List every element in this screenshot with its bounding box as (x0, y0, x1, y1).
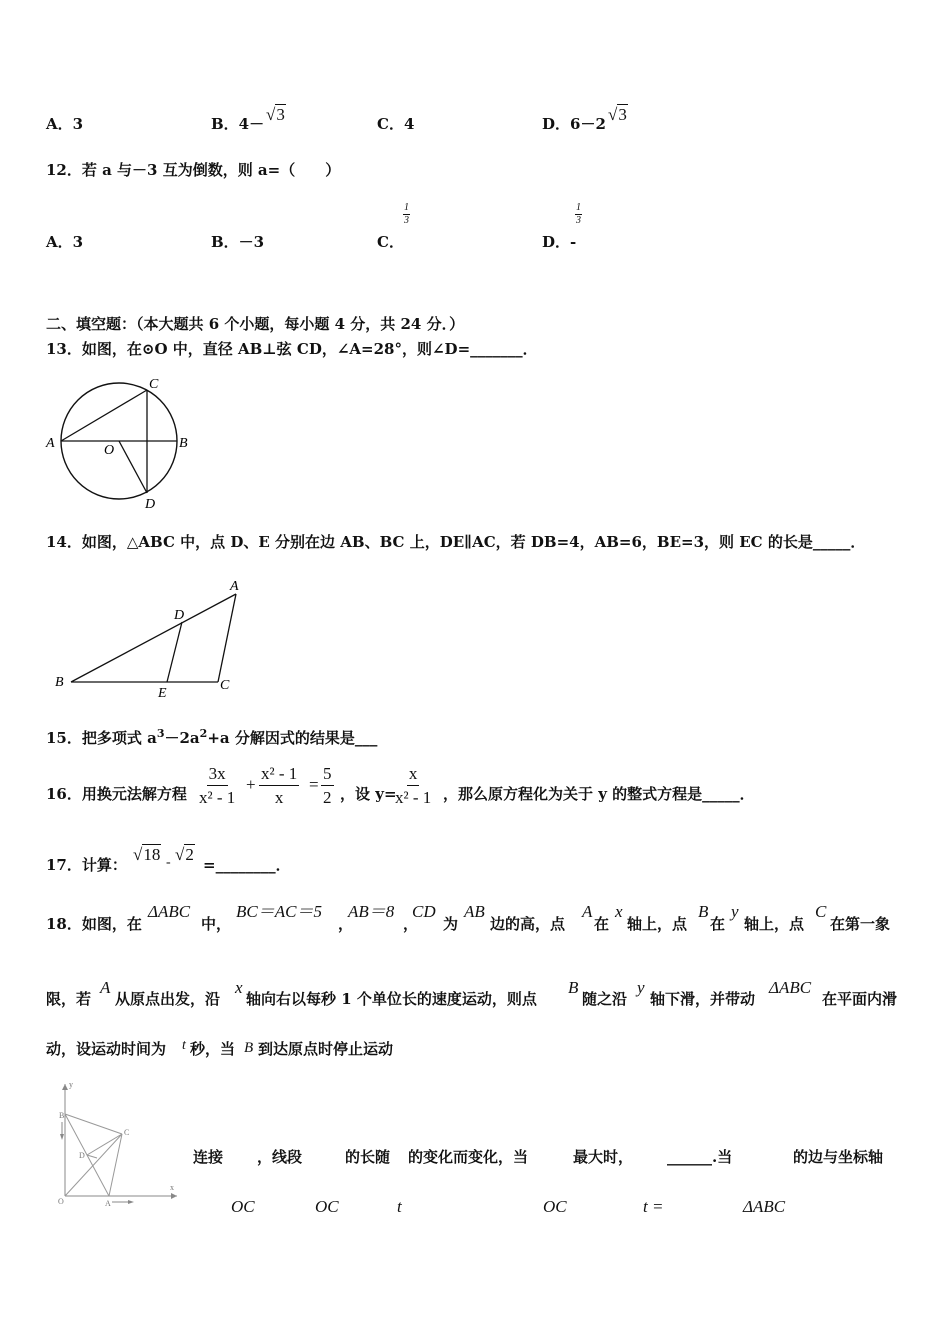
q18-math-ab: AB＝8 (348, 902, 395, 921)
q11-option-b-radical: √3 (266, 105, 285, 124)
q16-fraction-4: $\frac{x}{\text{x² - 1}}$ (395, 764, 432, 807)
q18-line3-math-t: t (182, 1038, 186, 1053)
q18-line2-math-a: A (100, 978, 111, 997)
q18-line5-oc-3: OC (543, 1197, 567, 1216)
q18-math-bc-ac: BC＝AC＝5 (236, 902, 322, 921)
q18-line3-b: 秒，当 (190, 1040, 236, 1058)
q18-math-ab-2: AB (464, 902, 485, 921)
q13-label-c: C (149, 377, 159, 392)
q18-number: 18．如图，在 (46, 915, 142, 933)
q18-zai-2: 在 (710, 915, 726, 933)
q18-coordinate-figure (52, 1078, 187, 1213)
q12-option-d-fraction: $\frac{1}{3}$ (576, 202, 581, 226)
q18-math-cd: CD (412, 902, 436, 921)
q14-label-e: E (158, 686, 167, 701)
q13-label-o: O (104, 443, 115, 458)
q14-stem: 14．如图，△ABC 中，点 D、E 分别在边 AB、BC 上，DE∥AC，若 DB=4，AB=6，BE=3，则 EC 的长是_____． (46, 533, 866, 551)
q18-comma-1: ， (338, 915, 354, 933)
q18-quadrant: 在第一象 (830, 915, 891, 933)
q11-option-d: D．6－2 (542, 115, 606, 133)
q13-label-b: B (179, 436, 188, 451)
q18-line2-math-y: y (637, 978, 645, 997)
q18-fig-label-a: A (105, 1199, 111, 1208)
q18-fig-label-c: C (124, 1128, 130, 1137)
q18-wei: 为 (443, 915, 459, 933)
q18-math-x: x (615, 902, 623, 921)
q18-comma-2: ， (403, 915, 419, 933)
q13-stem: 13．如图，在⊙O 中，直径 AB⊥弦 CD，∠A=28°，则∠D=_______． (46, 340, 538, 358)
q18-line5-abc: ΔABC (743, 1197, 786, 1216)
q18-line2-c: 轴向右以每秒 1 个单位长的速度运动，则点 (246, 990, 537, 1008)
q16-substitution: ，设 y= (340, 785, 397, 803)
q18-line4-7: 的边与坐标轴 (793, 1148, 884, 1166)
q16-plus: + (246, 775, 256, 794)
q14-label-c: C (220, 678, 230, 693)
q18-line2-e: 轴下滑，并带动 (650, 990, 756, 1008)
q12-stem: 12．若 a 与－3 互为倒数，则 a=（ ） (46, 161, 341, 179)
q18-fig-label-o: O (58, 1197, 64, 1206)
q18-line2-a: 限，若 (46, 990, 92, 1008)
q18-fig-label-x: x (170, 1183, 174, 1192)
q13-label-d: D (145, 497, 156, 512)
q18-line2-b: 从原点出发，沿 (115, 990, 221, 1008)
q18-math-a: A (582, 902, 593, 921)
q13-circle-figure (44, 375, 204, 515)
q14-triangle-figure (52, 578, 262, 703)
q18-math-b: B (698, 902, 709, 921)
q18-line4-2: ，线段 (257, 1148, 303, 1166)
q18-line2-math-abc: ΔABC (769, 978, 812, 997)
q17-radical-2: √2 (175, 845, 194, 864)
q18-line5-t: t (397, 1197, 402, 1216)
q18-line4-5: 最大时， (573, 1148, 634, 1166)
q18-line4-4: 的变化而变化，当 (408, 1148, 529, 1166)
q11-option-a: A．3 (46, 115, 84, 133)
q16-tail: ，那么原方程化为关于 y 的整式方程是_____． (443, 785, 755, 803)
section2-title: 二、填空题：（本大题共 6 个小题，每小题 4 分，共 24 分．） (46, 315, 465, 333)
q18-bian: 边的高，点 (490, 915, 566, 933)
q14-label-a: A (230, 579, 239, 594)
q17-tail: =________． (203, 856, 291, 874)
q12-option-a: A．3 (46, 233, 84, 251)
q18-fig-label-y: y (69, 1080, 73, 1089)
q18-line2-math-x: x (235, 978, 243, 997)
q18-math-c: C (815, 902, 827, 921)
q12-option-b: B．－3 (211, 233, 265, 251)
q18-line5-oc-2: OC (315, 1197, 339, 1216)
q18-line2-math-b: B (568, 978, 579, 997)
q18-math-y: y (731, 902, 739, 921)
q18-line3-math-b: B (244, 1040, 254, 1056)
q11-option-c: C．4 (377, 115, 415, 133)
q18-fig-label-d: D (79, 1151, 85, 1160)
q18-line4-1: 连接 (193, 1148, 224, 1166)
q18-zhou-1: 轴上，点 (627, 915, 688, 933)
q15-text: 15．把多项式 $a^3-2a^2+a$ 分解因式的结果是___ (46, 727, 378, 747)
q11-option-d-radical: √3 (608, 105, 627, 124)
q14-label-b: B (55, 675, 64, 690)
q18-math-abc: ΔABC (148, 902, 191, 921)
q16-lead: 16．用换元法解方程 (46, 785, 187, 803)
q17-radical-18: √18 (133, 845, 161, 864)
q16-equals: = (309, 775, 319, 794)
q11-option-b: B．4－ (211, 115, 265, 133)
q18-line4-6: ______.当 (667, 1148, 733, 1166)
q18-line3-c: 到达原点时停止运动 (258, 1040, 394, 1058)
q14-label-d: D (174, 608, 185, 623)
q18-zai-1: 在 (594, 915, 610, 933)
q18-line4-3: 的长随 (345, 1148, 391, 1166)
q17-minus: - (166, 855, 171, 870)
q18-fig-label-b: B (59, 1111, 65, 1120)
q12-option-c: C． (377, 233, 404, 251)
q18-line2-f: 在平面内滑 (822, 990, 898, 1008)
q18-line3-a: 动，设运动时间为 (46, 1040, 167, 1058)
q16-fraction-2: $\frac{\text{x² - 1}}{x}$ (261, 764, 298, 807)
q18-line5-t-eq: t = (643, 1197, 664, 1216)
q18-line2-d: 随之沿 (582, 990, 628, 1008)
q17-lead: 17．计算： (46, 856, 127, 874)
q18-zhou-2: 轴上，点 (744, 915, 805, 933)
q18-zhong: 中， (201, 915, 232, 933)
q18-line5-oc-1: OC (231, 1197, 255, 1216)
q13-label-a: A (46, 436, 55, 451)
q16-fraction-1: $\frac{3x}{\text{x² - 1}}$ (199, 764, 236, 807)
q12-option-c-fraction: $\frac{1}{3}$ (404, 202, 409, 226)
q12-option-d: D．- (542, 233, 577, 251)
q16-fraction-3: $\frac{5}{2}$ (323, 764, 332, 807)
